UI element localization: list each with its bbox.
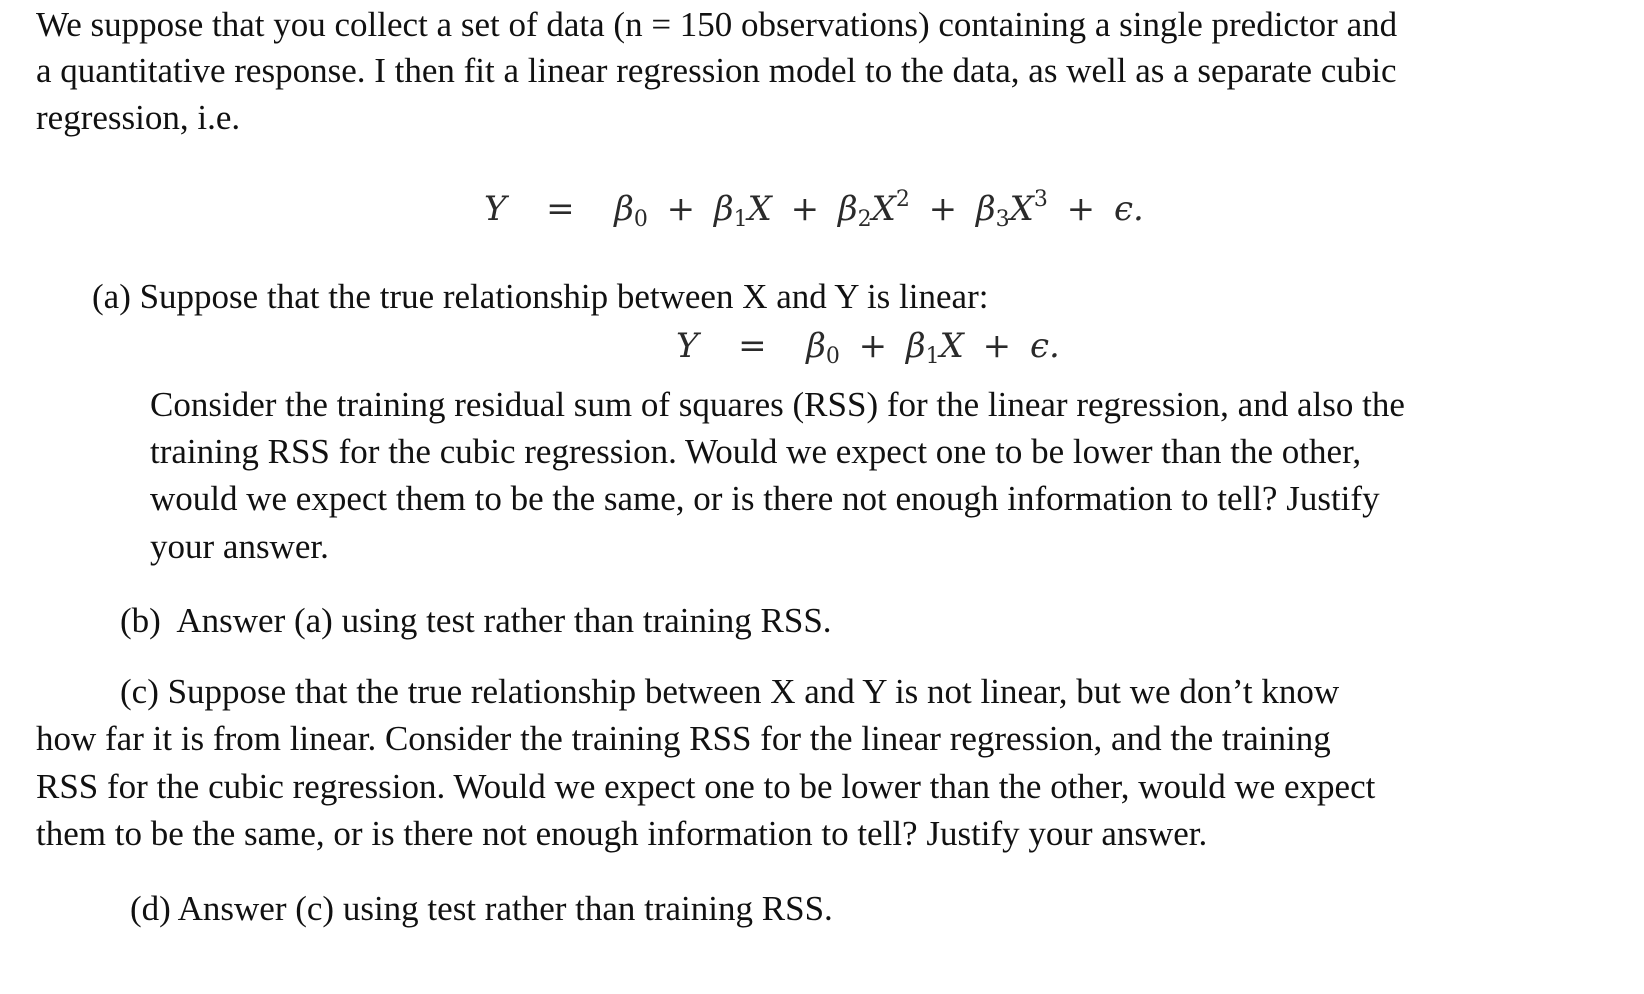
part-c-line-4: them to be the same, or is there not enough information to tell? Justify your answer. [36, 814, 1208, 853]
eq-equals: = [738, 326, 767, 366]
part-a-line-3: training RSS for the cubic regression. Would we expect one to be lower than the other, [150, 432, 1362, 471]
part-b-line-1: (b) Answer (a) using test rather than training RSS. [120, 601, 832, 640]
x-term: X [747, 189, 772, 229]
intro-line-1: We suppose that you collect a set of data (n = 150 observations) containing a single predictor and [36, 5, 1398, 44]
intro-line-2: a quantitative response. I then fit a linear regression model to the data, as well as a separate cubic [36, 51, 1397, 90]
x-cubed-term: X [1009, 189, 1034, 229]
eq-lhs-y: Y [484, 189, 507, 229]
part-a-line-2: Consider the training residual sum of squares (RSS) for the linear regression, and also the [150, 385, 1405, 424]
beta-3-subscript: 3 [995, 207, 1010, 232]
epsilon-term: ϵ. [1113, 189, 1144, 229]
beta-1-subscript: 1 [925, 344, 940, 369]
plus-sign: + [790, 189, 820, 229]
plus-sign: + [666, 189, 696, 229]
beta-2: β [837, 189, 858, 229]
linear-regression-equation [676, 326, 1060, 377]
eq-lhs-y: Y [676, 326, 699, 366]
plus-sign: + [982, 326, 1012, 366]
beta-3: β [975, 189, 996, 229]
exponent-3: 3 [1033, 187, 1048, 212]
part-c-line-3: RSS for the cubic regression. Would we expect one to be lower than the other, would we expect [36, 767, 1376, 806]
exponent-2: 2 [895, 187, 910, 212]
part-a-line-4: would we expect them to be the same, or is there not enough information to tell? Justify [150, 479, 1380, 518]
beta-1: β [713, 189, 734, 229]
cubic-regression-equation [484, 180, 1144, 240]
intro-line-3: regression, i.e. [36, 98, 241, 137]
x-term: X [939, 326, 964, 366]
beta-0-subscript: 0 [825, 344, 840, 369]
part-a-line-5: your answer. [150, 527, 329, 566]
part-c-line-1: (c) Suppose that the true relationship between X and Y is not linear, but we don’t know [120, 672, 1340, 711]
beta-1: β [905, 326, 926, 366]
plus-sign: + [858, 326, 888, 366]
x-squared-term: X [871, 189, 896, 229]
beta-1-subscript: 1 [733, 207, 748, 232]
beta-0: β [806, 326, 826, 366]
part-c-line-2: how far it is from linear. Consider the training RSS for the linear regression, and the training [36, 719, 1331, 758]
beta-0: β [614, 189, 634, 229]
beta-2-subscript: 2 [857, 207, 872, 232]
beta-0-subscript: 0 [633, 207, 648, 232]
plus-sign: + [1066, 189, 1096, 229]
epsilon-term: ϵ. [1029, 326, 1060, 366]
plus-sign: + [928, 189, 958, 229]
part-a-line-1: (a) Suppose that the true relationship between X and Y is linear: [92, 277, 989, 316]
eq-equals: = [546, 189, 575, 229]
part-d-line-1: (d) Answer (c) using test rather than training RSS. [130, 889, 833, 928]
